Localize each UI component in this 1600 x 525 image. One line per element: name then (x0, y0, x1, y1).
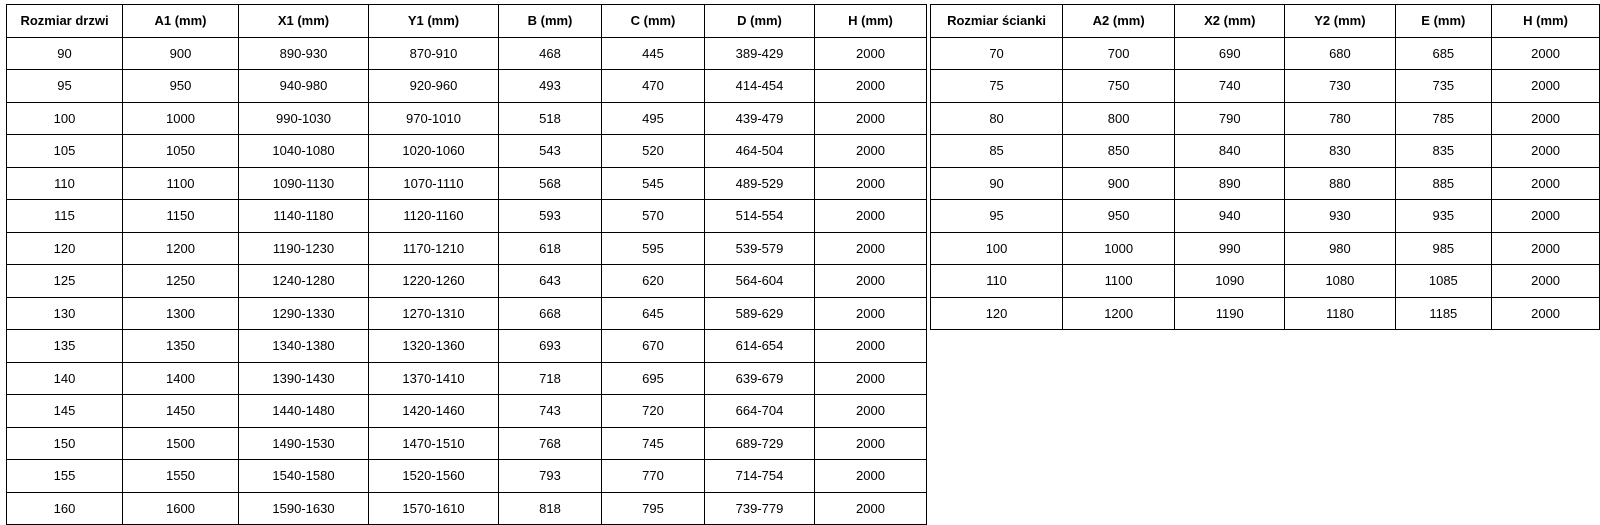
doors-table-cell: 618 (499, 232, 602, 265)
doors-table-cell: 1370-1410 (369, 362, 499, 395)
doors-column-header: D (mm) (705, 5, 815, 38)
doors-table-cell: 110 (7, 167, 123, 200)
doors-table-cell: 1020-1060 (369, 135, 499, 168)
doors-table-cell: 670 (602, 330, 705, 363)
doors-column-header: X1 (mm) (239, 5, 369, 38)
table-row (7, 167, 927, 200)
doors-table-cell: 645 (602, 297, 705, 330)
table-row (931, 135, 1600, 168)
doors-table-cell: 2000 (815, 70, 927, 103)
walls-table-cell: 80 (931, 102, 1063, 135)
table-row (7, 37, 927, 70)
doors-table-cell: 568 (499, 167, 602, 200)
walls-column-header: X2 (mm) (1175, 5, 1285, 38)
doors-table-cell: 1550 (123, 460, 239, 493)
table-header-row (7, 5, 927, 38)
doors-table-cell: 1250 (123, 265, 239, 298)
table-row (7, 232, 927, 265)
doors-table-cell: 1440-1480 (239, 395, 369, 428)
doors-table-cell: 1600 (123, 492, 239, 525)
doors-table-cell: 739-779 (705, 492, 815, 525)
doors-table-cell: 2000 (815, 102, 927, 135)
doors-table-cell: 514-554 (705, 200, 815, 233)
doors-table-cell: 890-930 (239, 37, 369, 70)
walls-table-cell: 850 (1063, 135, 1175, 168)
doors-table-cell: 414-454 (705, 70, 815, 103)
doors-table-cell: 940-980 (239, 70, 369, 103)
walls-table-cell: 2000 (1492, 200, 1600, 233)
doors-table-cell: 2000 (815, 395, 927, 428)
walls-table-cell: 730 (1285, 70, 1395, 103)
doors-table-cell: 518 (499, 102, 602, 135)
walls-table-cell: 1090 (1175, 265, 1285, 298)
doors-table-cell: 2000 (815, 200, 927, 233)
doors-table-cell: 693 (499, 330, 602, 363)
doors-table-cell: 1520-1560 (369, 460, 499, 493)
doors-table-cell: 689-729 (705, 427, 815, 460)
walls-table-body (931, 37, 1600, 330)
walls-table-cell: 70 (931, 37, 1063, 70)
doors-table-cell: 950 (123, 70, 239, 103)
walls-table-cell: 935 (1395, 200, 1492, 233)
doors-table-cell: 1120-1160 (369, 200, 499, 233)
doors-table-cell: 595 (602, 232, 705, 265)
doors-table-cell: 1220-1260 (369, 265, 499, 298)
doors-table-cell: 2000 (815, 492, 927, 525)
doors-table-cell: 1570-1610 (369, 492, 499, 525)
doors-table-cell: 130 (7, 297, 123, 330)
doors-table-cell: 1390-1430 (239, 362, 369, 395)
doors-table-cell: 900 (123, 37, 239, 70)
doors-table-cell: 1170-1210 (369, 232, 499, 265)
doors-table-cell: 718 (499, 362, 602, 395)
table-row (931, 102, 1600, 135)
doors-table-cell: 1450 (123, 395, 239, 428)
doors-table-cell: 439-479 (705, 102, 815, 135)
doors-table-container (6, 4, 927, 525)
doors-table-cell: 1470-1510 (369, 427, 499, 460)
table-row (7, 395, 927, 428)
walls-table-cell: 790 (1175, 102, 1285, 135)
walls-table-cell: 900 (1063, 167, 1175, 200)
walls-table-cell: 990 (1175, 232, 1285, 265)
doors-table-cell: 1140-1180 (239, 200, 369, 233)
doors-table-cell: 639-679 (705, 362, 815, 395)
doors-table-cell: 120 (7, 232, 123, 265)
walls-table-cell: 690 (1175, 37, 1285, 70)
table-row (7, 362, 927, 395)
doors-table-cell: 468 (499, 37, 602, 70)
walls-table-cell: 2000 (1492, 265, 1600, 298)
walls-table-cell: 95 (931, 200, 1063, 233)
doors-table-cell: 2000 (815, 265, 927, 298)
walls-table-cell: 75 (931, 70, 1063, 103)
doors-table-cell: 570 (602, 200, 705, 233)
doors-table-cell: 125 (7, 265, 123, 298)
walls-table-cell: 2000 (1492, 37, 1600, 70)
doors-table-cell: 1400 (123, 362, 239, 395)
walls-column-header: Y2 (mm) (1285, 5, 1395, 38)
doors-table-cell: 145 (7, 395, 123, 428)
doors-table-cell: 464-504 (705, 135, 815, 168)
walls-column-header: Rozmiar ścianki (931, 5, 1063, 38)
doors-table-cell: 1150 (123, 200, 239, 233)
doors-column-header: Y1 (mm) (369, 5, 499, 38)
doors-column-header: C (mm) (602, 5, 705, 38)
doors-table-cell: 743 (499, 395, 602, 428)
table-row (7, 200, 927, 233)
doors-table-cell: 614-654 (705, 330, 815, 363)
doors-table-cell: 2000 (815, 297, 927, 330)
table-header-row (931, 5, 1600, 38)
table-row (931, 200, 1600, 233)
doors-column-header: A1 (mm) (123, 5, 239, 38)
doors-table-cell: 970-1010 (369, 102, 499, 135)
walls-table-cell: 1180 (1285, 297, 1395, 330)
walls-table-container (930, 4, 1600, 330)
walls-table-head (931, 5, 1600, 38)
walls-table-cell: 1185 (1395, 297, 1492, 330)
doors-table-cell: 720 (602, 395, 705, 428)
doors-table-cell: 95 (7, 70, 123, 103)
table-row (7, 330, 927, 363)
doors-table-cell: 1240-1280 (239, 265, 369, 298)
doors-table-cell: 870-910 (369, 37, 499, 70)
walls-table-cell: 1100 (1063, 265, 1175, 298)
doors-table-cell: 520 (602, 135, 705, 168)
table-row (7, 135, 927, 168)
doors-table-cell: 2000 (815, 232, 927, 265)
walls-table-cell: 985 (1395, 232, 1492, 265)
doors-table-cell: 389-429 (705, 37, 815, 70)
walls-table-cell: 110 (931, 265, 1063, 298)
doors-table-body (7, 37, 927, 525)
walls-table-cell: 85 (931, 135, 1063, 168)
walls-column-header: H (mm) (1492, 5, 1600, 38)
doors-table-cell: 564-604 (705, 265, 815, 298)
doors-table-cell: 160 (7, 492, 123, 525)
doors-table-cell: 470 (602, 70, 705, 103)
table-row (7, 492, 927, 525)
table-row (7, 427, 927, 460)
walls-table-cell: 890 (1175, 167, 1285, 200)
doors-table-cell: 714-754 (705, 460, 815, 493)
walls-table-cell: 1200 (1063, 297, 1175, 330)
walls-table-cell: 2000 (1492, 135, 1600, 168)
doors-table-cell: 1000 (123, 102, 239, 135)
walls-table-cell: 2000 (1492, 102, 1600, 135)
doors-table-cell: 664-704 (705, 395, 815, 428)
doors-table-cell: 745 (602, 427, 705, 460)
doors-table-cell: 150 (7, 427, 123, 460)
walls-table-cell: 930 (1285, 200, 1395, 233)
doors-table-cell: 2000 (815, 135, 927, 168)
doors-table-cell: 100 (7, 102, 123, 135)
doors-table-cell: 1350 (123, 330, 239, 363)
table-row (7, 265, 927, 298)
doors-table-cell: 1290-1330 (239, 297, 369, 330)
table-row (931, 70, 1600, 103)
doors-table-cell: 155 (7, 460, 123, 493)
doors-table-cell: 1590-1630 (239, 492, 369, 525)
doors-table-cell: 768 (499, 427, 602, 460)
doors-table-cell: 1420-1460 (369, 395, 499, 428)
walls-table-cell: 785 (1395, 102, 1492, 135)
doors-table-cell: 620 (602, 265, 705, 298)
walls-table-cell: 885 (1395, 167, 1492, 200)
doors-table-cell: 1200 (123, 232, 239, 265)
walls-table-cell: 750 (1063, 70, 1175, 103)
walls-table-cell: 700 (1063, 37, 1175, 70)
walls-table-cell: 980 (1285, 232, 1395, 265)
walls-table-cell: 735 (1395, 70, 1492, 103)
walls-table-cell: 100 (931, 232, 1063, 265)
walls-table-cell: 835 (1395, 135, 1492, 168)
doors-dimensions-table (6, 4, 927, 525)
table-row (7, 297, 927, 330)
walls-table-cell: 2000 (1492, 167, 1600, 200)
doors-table-cell: 105 (7, 135, 123, 168)
walls-table-cell: 685 (1395, 37, 1492, 70)
walls-table-cell: 2000 (1492, 232, 1600, 265)
table-row (931, 232, 1600, 265)
doors-table-cell: 1100 (123, 167, 239, 200)
doors-table-head (7, 5, 927, 38)
table-row (931, 167, 1600, 200)
doors-table-cell: 135 (7, 330, 123, 363)
doors-table-cell: 589-629 (705, 297, 815, 330)
doors-table-cell: 2000 (815, 460, 927, 493)
doors-table-cell: 90 (7, 37, 123, 70)
doors-table-cell: 489-529 (705, 167, 815, 200)
doors-table-cell: 2000 (815, 37, 927, 70)
doors-table-cell: 1540-1580 (239, 460, 369, 493)
doors-table-cell: 1500 (123, 427, 239, 460)
doors-table-cell: 2000 (815, 427, 927, 460)
doors-table-cell: 593 (499, 200, 602, 233)
doors-table-cell: 2000 (815, 330, 927, 363)
walls-table-cell: 1085 (1395, 265, 1492, 298)
walls-table-cell: 1190 (1175, 297, 1285, 330)
walls-table-cell: 1000 (1063, 232, 1175, 265)
doors-column-header: Rozmiar drzwi (7, 5, 123, 38)
doors-table-cell: 990-1030 (239, 102, 369, 135)
doors-table-cell: 1190-1230 (239, 232, 369, 265)
table-row (7, 102, 927, 135)
walls-column-header: E (mm) (1395, 5, 1492, 38)
doors-table-cell: 1270-1310 (369, 297, 499, 330)
walls-table-cell: 800 (1063, 102, 1175, 135)
walls-table-cell: 2000 (1492, 297, 1600, 330)
walls-table-cell: 830 (1285, 135, 1395, 168)
doors-column-header: B (mm) (499, 5, 602, 38)
doors-table-cell: 668 (499, 297, 602, 330)
table-row (931, 37, 1600, 70)
table-row (931, 265, 1600, 298)
doors-table-cell: 920-960 (369, 70, 499, 103)
doors-table-cell: 543 (499, 135, 602, 168)
doors-table-cell: 1090-1130 (239, 167, 369, 200)
doors-table-cell: 1040-1080 (239, 135, 369, 168)
doors-table-cell: 495 (602, 102, 705, 135)
walls-table-cell: 840 (1175, 135, 1285, 168)
walls-table-cell: 1080 (1285, 265, 1395, 298)
doors-table-cell: 1300 (123, 297, 239, 330)
doors-table-cell: 1320-1360 (369, 330, 499, 363)
doors-table-cell: 818 (499, 492, 602, 525)
doors-table-cell: 770 (602, 460, 705, 493)
walls-table-cell: 90 (931, 167, 1063, 200)
doors-column-header: H (mm) (815, 5, 927, 38)
doors-table-cell: 1050 (123, 135, 239, 168)
doors-table-cell: 795 (602, 492, 705, 525)
walls-column-header: A2 (mm) (1063, 5, 1175, 38)
walls-table-cell: 780 (1285, 102, 1395, 135)
doors-table-cell: 115 (7, 200, 123, 233)
doors-table-cell: 695 (602, 362, 705, 395)
walls-table-cell: 120 (931, 297, 1063, 330)
walls-table-cell: 740 (1175, 70, 1285, 103)
table-row (7, 70, 927, 103)
doors-table-cell: 539-579 (705, 232, 815, 265)
doors-table-cell: 1490-1530 (239, 427, 369, 460)
walls-table-cell: 2000 (1492, 70, 1600, 103)
doors-table-cell: 1070-1110 (369, 167, 499, 200)
table-row (7, 460, 927, 493)
doors-table-cell: 545 (602, 167, 705, 200)
walls-dimensions-table (930, 4, 1600, 330)
doors-table-cell: 493 (499, 70, 602, 103)
doors-table-cell: 140 (7, 362, 123, 395)
walls-table-cell: 880 (1285, 167, 1395, 200)
walls-table-cell: 940 (1175, 200, 1285, 233)
walls-table-cell: 680 (1285, 37, 1395, 70)
doors-table-cell: 1340-1380 (239, 330, 369, 363)
table-row (931, 297, 1600, 330)
walls-table-cell: 950 (1063, 200, 1175, 233)
doors-table-cell: 2000 (815, 362, 927, 395)
doors-table-cell: 793 (499, 460, 602, 493)
doors-table-cell: 2000 (815, 167, 927, 200)
doors-table-cell: 445 (602, 37, 705, 70)
doors-table-cell: 643 (499, 265, 602, 298)
